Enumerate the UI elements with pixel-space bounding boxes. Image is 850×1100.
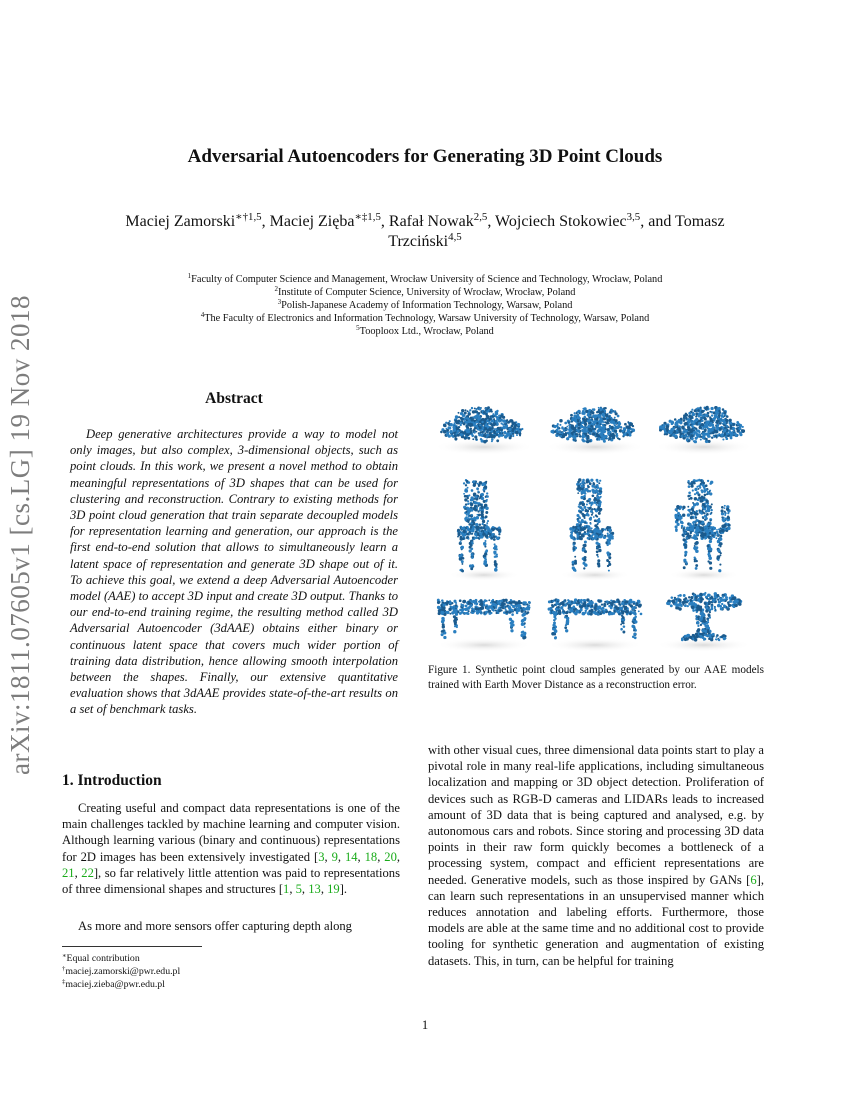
figure-1-point-clouds xyxy=(428,395,764,657)
footnote-rule xyxy=(62,946,202,947)
abstract-heading: Abstract xyxy=(205,390,263,407)
arxiv-identifier: arXiv:1811.07605v1 [cs.LG] 19 Nov 2018 xyxy=(5,295,35,775)
abstract-text: Deep generative architectures provide a way to model not only images, but also complex, 3-dimensional objects, such as point clouds. In this work, we present a novel method to obtain meaningful representations of 3D shapes that can be used for clustering and reconstruction. Contrary to existing methods for 3D point cloud generation that train separate decoupled models for representation learning and generation, our approach is the first end-to-end solution that allows to simultaneously learn a latent space of representation and generate 3D shape out of it. To achieve this goal, we extend a deep Adversarial Autoencoder model (AAE) to accept 3D input and create 3D output. Thanks to our end-to-end training regime, the resulting method called 3D Adversarial Autoencoder (3dAAE) obtains either binary or continuous latent space that covers much wider portion of training data distribution, hence allowing smooth interpolation between the shapes. Finally, our extensive quantitative evaluation shows that 3dAAE provides state-of-the-art results on a set of benchmark tasks. xyxy=(70,427,398,717)
affiliation-1: $^1$Faculty of Computer Science and Management, Wrocław University of Science and Technology, Wrocław, Poland xyxy=(187,272,663,285)
introduction-paragraph-1: Creating useful and compact data representations is one of the main challenges tackled by machine learning and computer vision. Although learning various (binary and continuous) representations for 2D images has been extensively investigated [3, 9, 14, 18, 20, 21, 22], so far relatively little attention was paid to representations of three dimensional shapes and structures [1, 5, 13, 19]. xyxy=(62,801,401,897)
point-cloud-grid xyxy=(428,395,764,657)
chair-point-cloud-2 xyxy=(559,478,631,581)
affiliation-2: $^2$Institute of Computer Science, University of Wrocław, Wrocław, Poland xyxy=(274,285,576,298)
authors-line-2: Trzciński$^{4,5}$ xyxy=(388,231,462,250)
footnote-email-zieba: ‡maciej.zieba@pwr.edu.pl xyxy=(62,978,165,990)
affiliations xyxy=(100,273,750,338)
introduction-paragraph-2: As more and more sensors offer capturing depth along xyxy=(78,919,352,933)
table-point-cloud-2 xyxy=(547,598,643,652)
introduction-right-column: with other visual cues, three dimensional data points start to play a pivotal role in many real-life applications, including simultaneous localization and mapping or 3D object detection. Proliferation of devices such as RGB-D cameras and LIDARs leads to increased amount of 3D data that is being captured and analysed, e.g. by autonomous cars and robots. Since storing and processing 3D data points in their raw form quickly becomes a bottleneck of a processing system, compact and efficient representations are needed. Generative models, such as those inspired by GANs [6], can learn such representations in an unsupervised manner which reduces annotation and labeling efforts. Furthermore, those models are able at the same time and no additional cost to provide tooling for synthetic generation and augmentation of existing datasets. This, in turn, can be helpful for training xyxy=(428,743,764,968)
footnote-equal-contribution: ∗Equal contribution xyxy=(62,952,140,964)
chair-point-cloud-3 xyxy=(668,479,740,581)
author-list xyxy=(90,212,760,252)
figure-1-caption: Figure 1. Synthetic point cloud samples generated by our AAE models trained with Earth Mover Distance as a reconstruction error. xyxy=(428,664,764,691)
affiliation-5: $^5$Tooploox Ltd., Wrocław, Poland xyxy=(356,324,494,337)
page-number: 1 xyxy=(421,1018,429,1032)
affiliation-4: $^4$The Faculty of Electronics and Information Technology, Warsaw University of Technology, Warsaw, Poland xyxy=(200,311,650,324)
table-point-cloud-1 xyxy=(436,599,532,652)
affiliation-3: $^3$Polish-Japanese Academy of Information Technology, Warsaw, Poland xyxy=(277,298,573,311)
authors-line-1: Maciej Zamorski$^{∗\dagger 1,5}$, Maciej Zięba$^{∗\ddagger 1,5}$, Rafał Nowak$^{2,5}$, Wojciech Stokowiec$^{3,5}$, and Tomasz xyxy=(125,211,725,230)
introduction-heading: 1. Introduction xyxy=(62,772,162,789)
paper-title: Adversarial Autoencoders for Generating 3D Point Clouds xyxy=(187,146,663,167)
footnote-email-zamorski: †maciej.zamorski@pwr.edu.pl xyxy=(62,965,181,977)
car-point-cloud-1 xyxy=(434,406,534,455)
chair-point-cloud-1 xyxy=(448,479,520,581)
car-point-cloud-2 xyxy=(545,407,645,455)
table-point-cloud-3 xyxy=(656,592,752,652)
car-point-cloud-3 xyxy=(654,406,754,455)
